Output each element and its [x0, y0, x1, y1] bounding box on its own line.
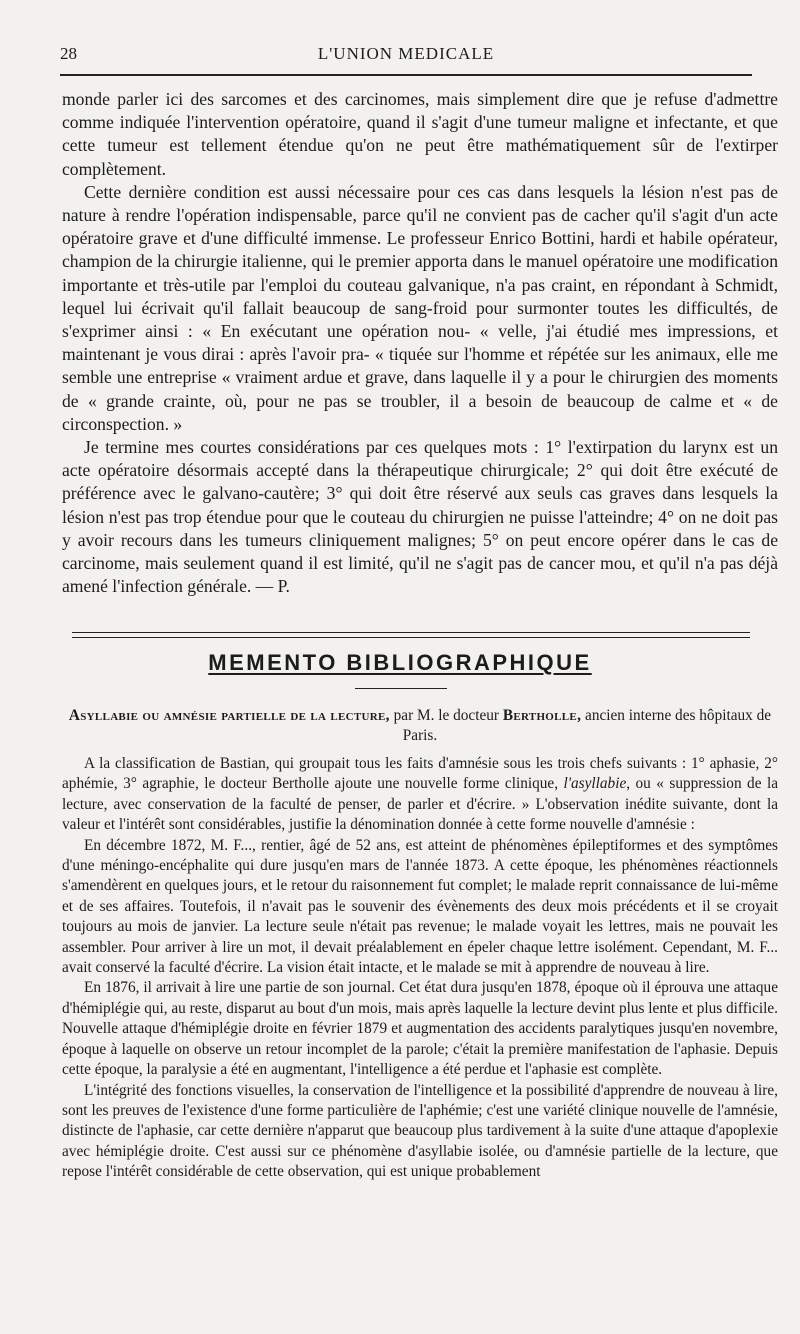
journal-title: L'UNION MEDICALE	[317, 44, 495, 63]
article-heading-title: Asyllabie ou amnésie partielle de la lecture,	[68, 707, 390, 724]
article-heading-by: par M. le docteur	[389, 707, 503, 724]
title-rule	[355, 688, 447, 689]
paragraph: L'intégrité des fonctions visuelles, la conservation de l'intelligence et la possibilité d'apprendre de nouveau à lire, sont les preuves de l'existence d'une forme particulière de l'aphémie; c'est une variété clinique nouvelle de l'amnésie, distincte de l'aphasie, car cette dernière n'apparut que beaucoup plus tardivement à la suite d'une attaque d'apoplexie avec hémiplégie droite. C'est aussi sur ce phénomène d'asyllabie isolée, ou d'amnésie partielle de la lecture, que repose l'intérêt considérable de cette observation, qui est unique probablement	[62, 1081, 778, 1181]
section-title: MEMENTO BIBLIOGRAPHIQUE	[208, 650, 592, 675]
paragraph	[62, 754, 778, 836]
paragraph: Je termine mes courtes considérations par ces quelques mots : 1° l'extirpation du larynx est un acte opératoire désormais accepté dans la thérapeutique chirurgicale; 2° qui doit être exécuté de préférence avec le galvano-cautère; 3° qui doit être réservé aux seuls cas graves dans lesquels la lésion n'est pas trop étendue pour que le couteau du chirurgien ne puisse l'atteindre; 4° on ne doit pas y avoir recours dans les tumeurs cliniquement malignes; 5° on peut encore opérer dans le cas de carcinome, mais seulement quand il est limité, qu'il ne s'agit pas de cancer mou, et qu'il n'a pas déjà amené l'infection générale. — P.	[62, 437, 778, 597]
page-number: 28	[60, 44, 77, 63]
paragraph: En décembre 1872, M. F..., rentier, âgé de 52 ans, est atteint de phénomènes épileptiformes et des symptômes d'une méningo-encéphalite qui dure jusqu'en mars de l'année 1873. A cette époque, les phénomènes réactionnels s'amendèrent en quelques jours, et le retour du raisonnement fut complet; le malade reprit connaissance de lui-même et de ses affaires. Toutefois, il n'avait pas le souvenir des évènements des deux mois précédents et il se croyait toujours au mois de janvier. La lecture seule n'était pas revenue; le malade voyait les lettres, mais ne pouvait les assembler. Pour arriver à lire un mot, il devait préalablement en épeler chaque lettre isolément. Cependant, M. F... avait conservé la faculté d'écrire. La vision était intacte, et le malade se mit à apprendre de nouveau à lire.	[62, 836, 778, 977]
article-heading-affiliation: ancien interne des hôpitaux de Paris.	[402, 707, 772, 744]
paragraph: En 1876, il arrivait à lire une partie de son journal. Cet état dura jusqu'en 1878, époque où il éprouva une attaque d'hémiplégie qui, au reste, disparut au bout d'un mois, mais après laquelle la lecture devint plus lente et plus difficile. Nouvelle attaque d'hémiplégie droite en février 1879 et augmentation des accidents paralytiques jusqu'en novembre, époque à laquelle on observe un retour incomplet de la parole; c'était la première manifestation de l'aphasie. Depuis cette époque, la paralysie a été en augmentant, l'intelligence a été perdue et l'aphasie est complète.	[62, 979, 778, 1079]
running-header	[60, 44, 752, 70]
article-asyllabie	[62, 706, 778, 1183]
article-heading	[62, 706, 778, 746]
term-asyllabie: l'asyllabie	[563, 775, 627, 793]
article-heading-author: Bertholle,	[502, 707, 582, 724]
paragraph: Cette dernière condition est aussi nécessaire pour ces cas dans lesquels la lésion n'est pas de nature à rendre l'opération indispensable, parce qu'il ne convient pas de cacher qu'il s'agit d'un acte opératoire grave et d'une difficulté immense. Le professeur Enrico Bottini, hardi et habile opérateur, champion de la chirurgie italienne, qui le premier apporta dans le manuel opératoire une modification importante et très-utile par l'emploi du couteau galvanique, n'a pas craint, en répondant à Schmidt, lequel lui écrivait qu'il fallait beaucoup de sang-froid pour surmonter toutes les difficultés, de s'exprimer ainsi : « En exécutant une opération nou- « velle, j'ai étudié mes impressions, et maintenant je vous dirai : après l'avoir pra- « tiquée sur l'homme et répétée sur les animaux, elle me semble une entreprise « vraiment ardue et grave, dans laquelle il y a pour le chirurgien des moments de « grande crainte, où, pour ne pas se troubler, il a besoin de beaucoup de calme et « de circonspection. »	[62, 181, 778, 434]
paragraph: monde parler ici des sarcomes et des carcinomes, mais simplement dire que je refuse d'admettre comme indiquée l'intervention opératoire, quand il s'agit d'une tumeur maligne et infectante, et que cette tumeur est tellement étendue qu'on ne peut être mathématiquement sûr de l'extirper complètement.	[62, 89, 778, 179]
paragraph-text: , ou « suppression de la lecture, avec conservation de la faculté de penser, de parler et d'écrire. » L'observation inédite suivante, dont la valeur et l'intérêt sont considérables, justifie la dénomination donnée à cette forme nouvelle d'amnésie :	[62, 775, 778, 834]
header-rule	[60, 74, 752, 76]
article-laryngectomy	[62, 88, 778, 598]
section-double-rule	[72, 632, 750, 638]
paragraph-text: A la classification de Bastian, qui groupait tous les faits d'amnésie sous les trois chefs suivants : 1° aphasie, 2° aphémie, 3° agraphie, le docteur Bertholle ajoute une nouvelle forme clinique,	[62, 755, 778, 793]
